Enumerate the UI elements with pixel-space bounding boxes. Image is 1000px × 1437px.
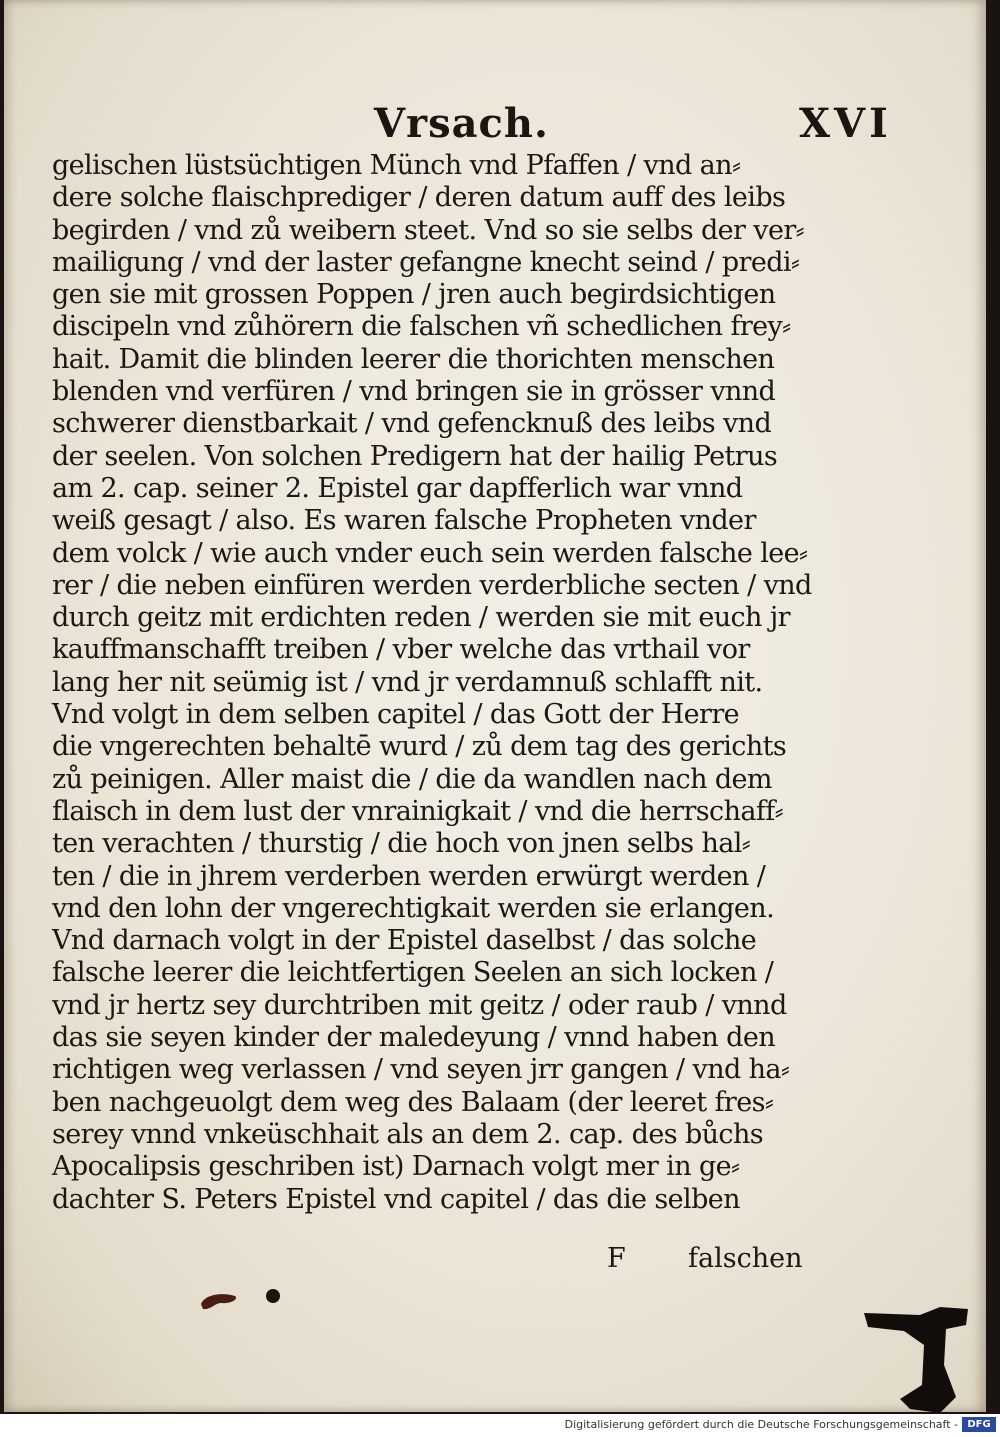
body-text (52, 150, 812, 1216)
text-line: falsche leerer die leichtfertigen Seelen an sich locken / (52, 957, 774, 989)
text-line: vnd den lohn der vngerechtigkait werden sie erlangen. (52, 892, 775, 924)
text-line: ten verachten / thurstig / die hoch von jnen selbs hal⸗ (52, 828, 751, 860)
text-line: ten / die in jhrem verderben werden erwürgt werden / (52, 860, 766, 892)
text-line: dere solche flaischprediger / deren datum auff des leibs (52, 182, 786, 214)
signature-mark: F (607, 1243, 626, 1274)
text-line: gen sie mit grossen Poppen / jren auch begirdsichtigen (52, 279, 776, 311)
text-line: richtigen weg verlassen / vnd seyen jrr gangen / vnd ha⸗ (52, 1054, 790, 1086)
text-line: mailigung / vnd der laster gefangne knecht seind / predi⸗ (52, 246, 800, 278)
text-line: dachter S. Peters Epistel vnd capitel / das die selben (52, 1183, 740, 1215)
page-damage-mark (860, 1305, 970, 1415)
ink-dot (266, 1289, 280, 1303)
text-line: Vnd darnach volgt in der Epistel daselbst / das solche (52, 925, 757, 957)
text-line: kauffmanschafft treiben / vber welche das vrthail vor (52, 634, 750, 666)
text-line: begirden / vnd zů weibern steet. Vnd so sie selbs der ver⸗ (52, 214, 805, 246)
text-line: dem volck / wie auch vnder euch sein werden falsche lee⸗ (52, 537, 808, 569)
ink-stain (199, 1290, 239, 1312)
text-line: flaisch in dem lust der vnrainigkait / vnd die herrschaff⸗ (52, 795, 784, 827)
text-line: rer / die neben einfüren werden verderbliche secten / vnd (52, 569, 812, 601)
text-line: Apocalipsis geschriben ist) Darnach volgt mer in ge⸗ (52, 1151, 740, 1183)
text-line: weiß gesagt / also. Es waren falsche Propheten vnder (52, 505, 756, 537)
text-line: vnd jr hertz sey durchtriben mit geitz / oder raub / vnnd (52, 989, 787, 1021)
page-header (4, 100, 986, 146)
text-line: hait. Damit die blinden leerer die thorichten menschen (52, 343, 775, 375)
folio-number: XVI (799, 100, 892, 147)
text-line: serey vnnd vnkeüschhait als an dem 2. cap. des bůchs (52, 1118, 763, 1150)
text-line: am 2. cap. seiner 2. Epistel gar dapfferlich war vnnd (52, 472, 743, 504)
text-line: discipeln vnd zůhörern die falschen vñ schedlichen frey⸗ (52, 311, 791, 343)
text-line: der seelen. Von solchen Predigern hat der hailig Petrus (52, 440, 778, 472)
catchword-row (52, 1243, 803, 1279)
dfg-logo: DFG (962, 1417, 996, 1432)
text-line: gelischen lüstsüchtigen Münch vnd Pfaffen / vnd an⸗ (52, 150, 741, 181)
text-line: ben nachgeuolgt dem weg des Balaam (der leeret fres⸗ (52, 1086, 774, 1118)
digitization-footer (0, 1414, 1000, 1437)
text-line: lang her nit seümig ist / vnd jr verdamnuß schlafft nit. (52, 666, 763, 698)
text-line: durch geitz mit erdichten reden / werden sie mit euch jr (52, 602, 790, 634)
text-line: die vngerechten behaltē wurd / zů dem tag des gerichts (52, 731, 787, 763)
text-line: schwerer dienstbarkait / vnd gefencknuß des leibs vnd (52, 408, 772, 440)
text-line: blenden vnd verfüren / vnd bringen sie in grösser vnnd (52, 376, 776, 408)
text-line: Vnd volgt in dem selben capitel / das Gott der Herre (52, 699, 740, 731)
running-head: Vrsach. (374, 100, 549, 147)
book-page (4, 0, 986, 1412)
catchword: falschen (688, 1243, 803, 1274)
funding-credit: Digitalisierung gefördert durch die Deutsche Forschungsgemeinschaft - (564, 1418, 958, 1431)
text-line: das sie seyen kinder der maledeyung / vnnd haben den (52, 1022, 776, 1054)
text-line: zů peinigen. Aller maist die / die da wandlen nach dem (52, 763, 772, 795)
